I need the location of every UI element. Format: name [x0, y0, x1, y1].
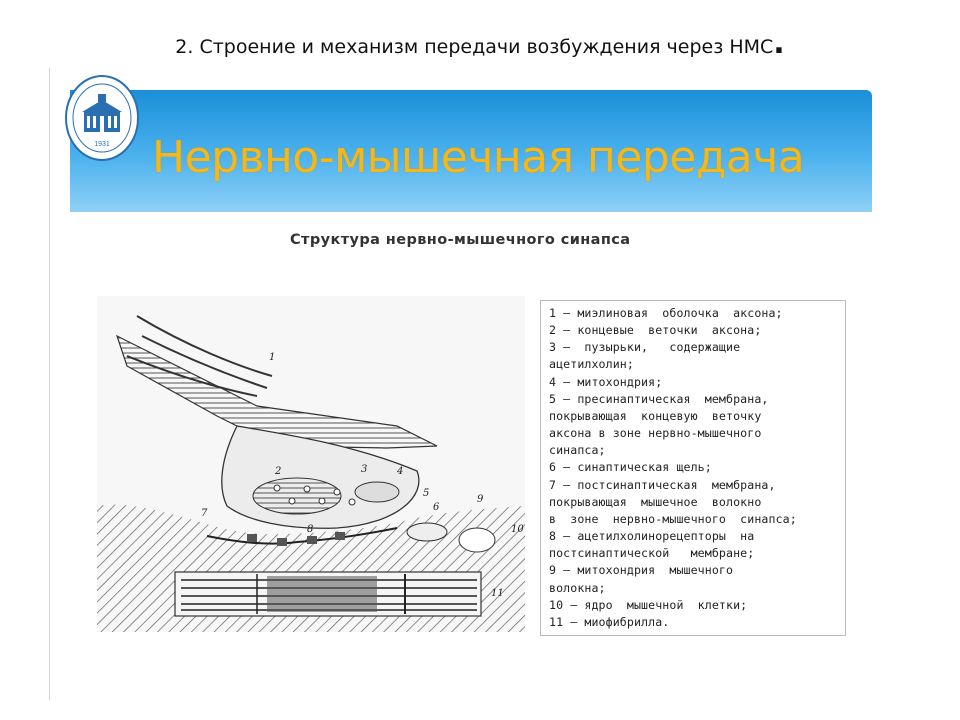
legend-item: 9 — митохондрия мышечного: [549, 563, 734, 578]
legend-item: постсинаптической мембране;: [549, 546, 755, 561]
diagram-label: 11: [491, 588, 504, 599]
diagram-label: 4: [397, 466, 404, 477]
legend-item: 10 — ядро мышечной клетки;: [549, 597, 748, 612]
legend-item: 5 — пресинаптическая мембрана,: [549, 391, 769, 406]
legend-item: 11 — миофибрилла.: [549, 614, 670, 629]
logo-year: 1931: [94, 141, 110, 148]
diagram-label: 5: [423, 488, 430, 499]
diagram-label: 1: [269, 352, 276, 363]
figure-caption: Структура нервно-мышечного синапса: [290, 232, 631, 248]
diagram-label: 10: [511, 524, 524, 535]
slide-left-rule: [49, 68, 50, 700]
legend-item: синапса;: [549, 443, 606, 458]
legend-item: 1 — миэлиновая оболочка аксона;: [549, 306, 783, 320]
diagram-label: 7: [201, 508, 208, 519]
slide-heading-dot: .: [773, 26, 785, 61]
legend-item: волокна;: [549, 580, 606, 595]
legend-item: покрывающая концевую веточку: [549, 408, 762, 423]
slide-heading-text: 2. Строение и механизм передачи возбуждения через НМС: [175, 36, 774, 58]
neuromuscular-synapse-illustration: [97, 296, 525, 632]
diagram-label: 3: [361, 464, 368, 475]
legend-item: 4 — митохондрия;: [549, 374, 663, 389]
diagram-label: 8: [307, 524, 314, 535]
legend-item: 6 — синаптическая щель;: [549, 460, 712, 475]
legend-item: покрывающая мышечное волокно: [549, 494, 762, 509]
legend-item: 8 — ацетилхолинорецепторы на: [549, 529, 755, 544]
diagram-label: 2: [275, 466, 282, 477]
legend-item: 7 — постсинаптическая мембрана,: [549, 477, 776, 492]
university-building-icon: [62, 72, 142, 164]
legend-item: 3 — пузырьки, содержащие: [549, 340, 741, 355]
legend-item: ацетилхолин;: [549, 357, 634, 372]
diagram-label: 9: [477, 494, 484, 505]
legend-item: аксона в зоне нервно-мышечного: [549, 426, 762, 441]
legend-item: 2 — концевые веточки аксона;: [549, 323, 762, 338]
diagram-label: 6: [433, 502, 440, 513]
legend-item: в зоне нервно-мышечного синапса;: [549, 511, 797, 526]
banner-title: Нервно-мышечная передача: [152, 132, 805, 183]
slide-heading: [0, 26, 960, 61]
legend-box: [540, 300, 846, 636]
